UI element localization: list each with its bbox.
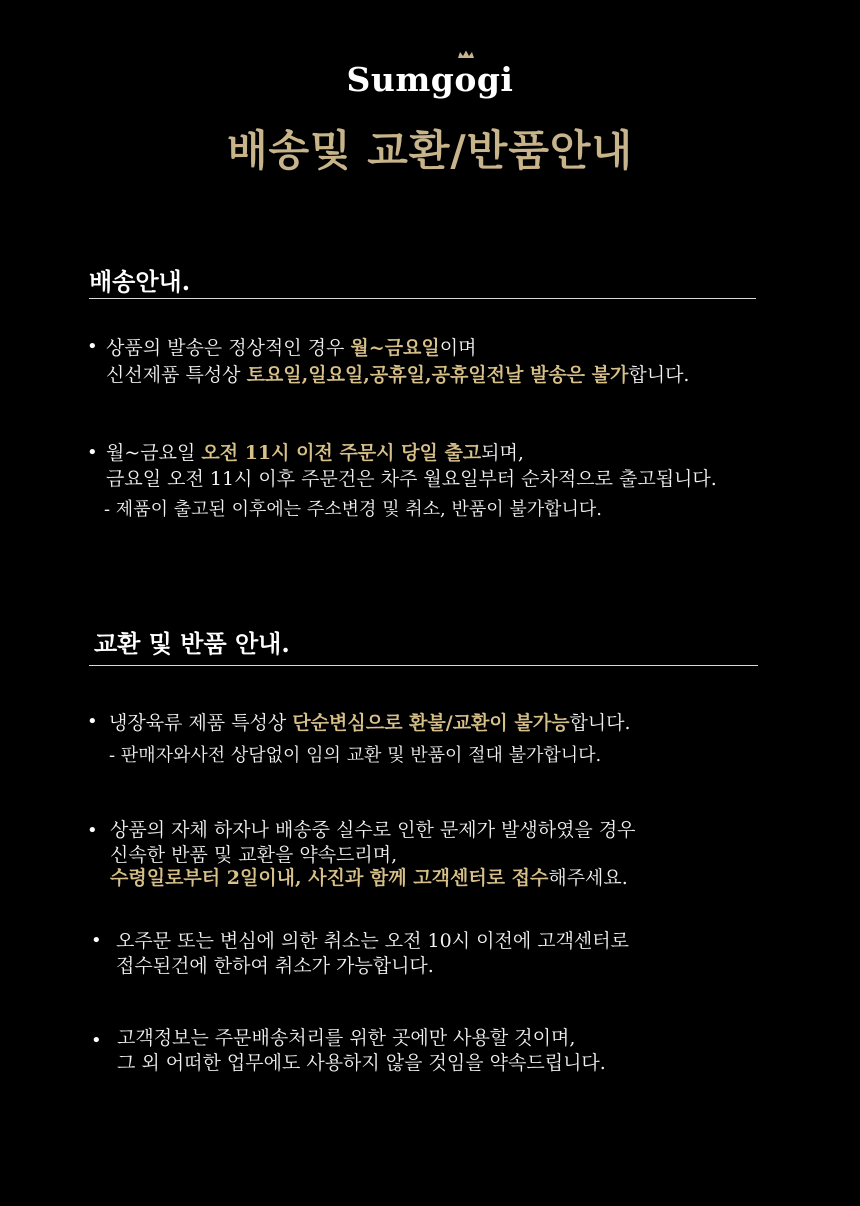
shipping-item2-note: - 제품이 출고된 이후에는 주소변경 및 취소, 반품이 불가합니다. [104,499,602,520]
returns-heading: 교환 및 반품 안내. [94,629,290,658]
shipping-item2-line2: 금요일 오전 11시 이후 주문건은 차주 월요일부터 순차적으로 출고됩니다. [106,468,717,490]
returns-item2-line2: 신속한 반품 및 교환을 약속드리며, [110,844,398,866]
returns-divider [89,665,758,666]
returns-item4-line2: 그 외 어떠한 업무에도 사용하지 않을 것임을 약속드립니다. [117,1052,606,1074]
returns-item2-line1: 상품의 자체 하자나 배송중 실수로 인한 문제가 발생하였을 경우 [110,819,636,841]
highlight-no-weekend-shipping: 토요일,일요일,공휴일,공휴일전날 발송은 불가 [246,364,629,386]
shipping-item2-bullet: • [87,442,98,463]
returns-item2-line3: 수령일로부터 2일이내, 사진과 함께 고객센터로 접수해주세요. [110,867,628,889]
shipping-item1-line1: 상품의 발송은 정상적인 경우 월~금요일이며 [106,337,477,359]
logo-text-suffix: gi [476,60,514,99]
page-title: 배송및 교환/반품안내 [226,126,634,175]
returns-item1-line1: 냉장육류 제품 특성상 단순변심으로 환불/교환이 불가능합니다. [109,712,631,734]
highlight-no-refund: 단순변심으로 환불/교환이 불가능 [292,712,570,734]
returns-item3-line1: 오주문 또는 변심에 의한 취소는 오전 10시 이전에 고객센터로 [116,930,629,952]
returns-item4-bullet: • [91,1030,102,1051]
shipping-divider [89,298,756,299]
returns-item3-line2: 접수된건에 한하여 취소가 가능합니다. [116,955,434,977]
logo-text-prefix: Sumg [346,60,455,99]
shipping-heading: 배송안내. [89,267,191,296]
returns-item4-line1: 고객정보는 주문배송처리를 위한 곳에만 사용할 것이며, [117,1027,576,1049]
shipping-item2-line1: 월~금요일 오전 11시 이전 주문시 당일 출고되며, [106,442,524,464]
highlight-same-day-dispatch: 오전 11시 이전 주문시 당일 출고 [201,442,482,464]
logo-crown-letter: o [454,60,477,99]
highlight-report-within-2-days: 수령일로부터 2일이내, 사진과 함께 고객센터로 접수 [110,867,549,889]
returns-item3-bullet: • [91,930,102,951]
shipping-item1-line2: 신선제품 특성상 토요일,일요일,공휴일,공휴일전날 발송은 불가합니다. [106,364,690,386]
crown-icon [457,50,475,59]
highlight-weekdays: 월~금요일 [350,337,440,359]
shipping-item1-bullet: • [87,336,98,357]
brand-logo [0,60,860,99]
returns-item1-bullet: • [87,711,98,732]
returns-item2-bullet: • [87,820,98,841]
returns-item1-note: - 판매자와사전 상담없이 임의 교환 및 반품이 절대 불가합니다. [109,745,602,766]
